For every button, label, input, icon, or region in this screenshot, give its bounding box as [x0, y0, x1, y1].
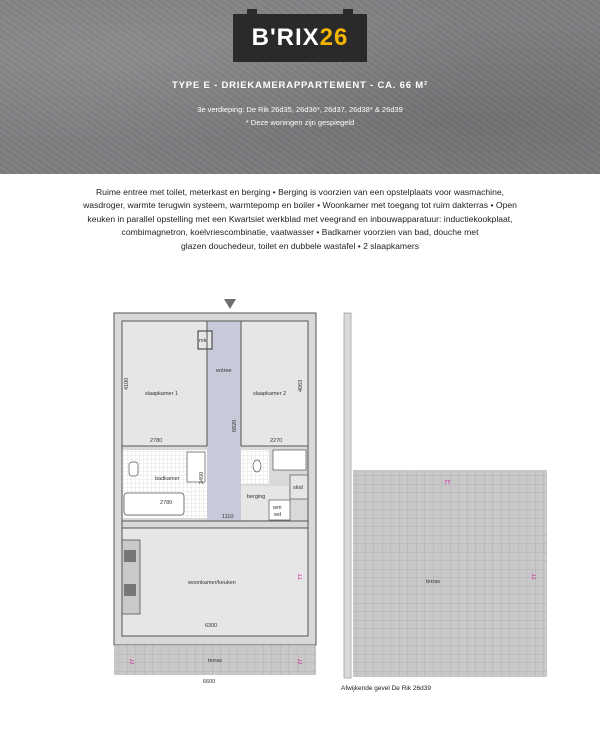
dim-bad-width: 2780 — [160, 500, 173, 506]
label-slaapkamer1: slaapkamer 1 — [145, 391, 179, 397]
roof-mark: 77 — [444, 480, 451, 486]
roof-mark: 77 — [130, 658, 136, 665]
page-title: TYPE E - DRIEKAMERAPPARTEMENT - CA. 66 M² — [172, 80, 428, 91]
facade-strip — [344, 313, 351, 678]
label-woonkamer: woonkamer/keuken — [188, 580, 236, 586]
kitchen-appliance — [124, 584, 136, 596]
dim-sk2-height: 4063 — [298, 379, 304, 392]
logo-number: 26 — [319, 24, 349, 51]
label-wm: wm — [273, 505, 282, 511]
logo-text — [233, 14, 367, 62]
description-line: glazen douchedeur, toilet en dubbele wastafel • 2 slaapkamers — [180, 240, 420, 251]
dim-sk1-height: 4100 — [124, 377, 130, 390]
dim-sk2-width: 2270 — [270, 438, 283, 444]
description-line: keuken in parallel opstelling met een Kwartsiet werkblad met veegrand en inbouwapparatuur: inductiekookplaat, — [87, 213, 513, 224]
dim-woon-width: 6300 — [205, 623, 218, 629]
label-berging: berging — [247, 494, 266, 500]
terras-large — [353, 470, 547, 677]
floor-info: 3e verdieping: De Rik 26d35, 26d36*, 26d37, 26d38* & 26d39 — [197, 105, 403, 114]
dim-entree-length: 6820 — [232, 419, 238, 432]
brix26-logo — [233, 14, 367, 62]
logo-main: B'RIX — [251, 24, 320, 51]
slaapkamer-1 — [122, 321, 207, 446]
dim-hall-width: 1110 — [222, 514, 234, 520]
toilet-icon — [253, 460, 261, 472]
dim-terras-width: 6600 — [203, 679, 216, 685]
roof-mark: 77 — [298, 658, 304, 665]
label-entree: entree — [216, 368, 232, 374]
dim-sk1-width: 2780 — [150, 438, 163, 444]
kitchen-appliance — [124, 550, 136, 562]
facade-caption: Afwijkende gevel De Rik 26d39 — [341, 685, 431, 692]
label-wd: wd — [274, 512, 282, 518]
roof-mark: 77 — [298, 573, 304, 580]
label-mk: mk — [199, 338, 207, 344]
label-slaapkamer2: slaapkamer 2 — [253, 391, 287, 397]
description-line: combimagnetron, koelvriescombinatie, vaatwasser • Badkamer voorzien van bad, douche met — [121, 227, 479, 238]
floor-plan — [0, 290, 600, 700]
entry-arrow-icon — [224, 299, 236, 309]
description — [66, 186, 534, 253]
description-line: Ruime entree met toilet, meterkast en berging • Berging is voorzien van een opstelplaats voor wasmachine, — [95, 187, 505, 197]
utility-box — [273, 450, 306, 470]
mirror-note: * Deze woningen zijn gespiegeld — [245, 118, 355, 127]
label-skid: skid — [293, 485, 303, 491]
toilet-bad — [129, 462, 138, 476]
header-banner — [0, 0, 600, 174]
description-line: wasdroger, warmte terugwin systeem, warmtepomp en boiler • Woonkamer met toegang tot ruim dakterras • Open — [83, 200, 517, 211]
dim-bad-height: 2450 — [199, 471, 205, 484]
label-badkamer: badkamer — [155, 476, 180, 482]
bathtub — [124, 493, 184, 515]
roof-mark: 77 — [532, 573, 538, 580]
label-terras-large: terras — [426, 579, 441, 585]
label-terras-small: terras — [208, 658, 223, 664]
